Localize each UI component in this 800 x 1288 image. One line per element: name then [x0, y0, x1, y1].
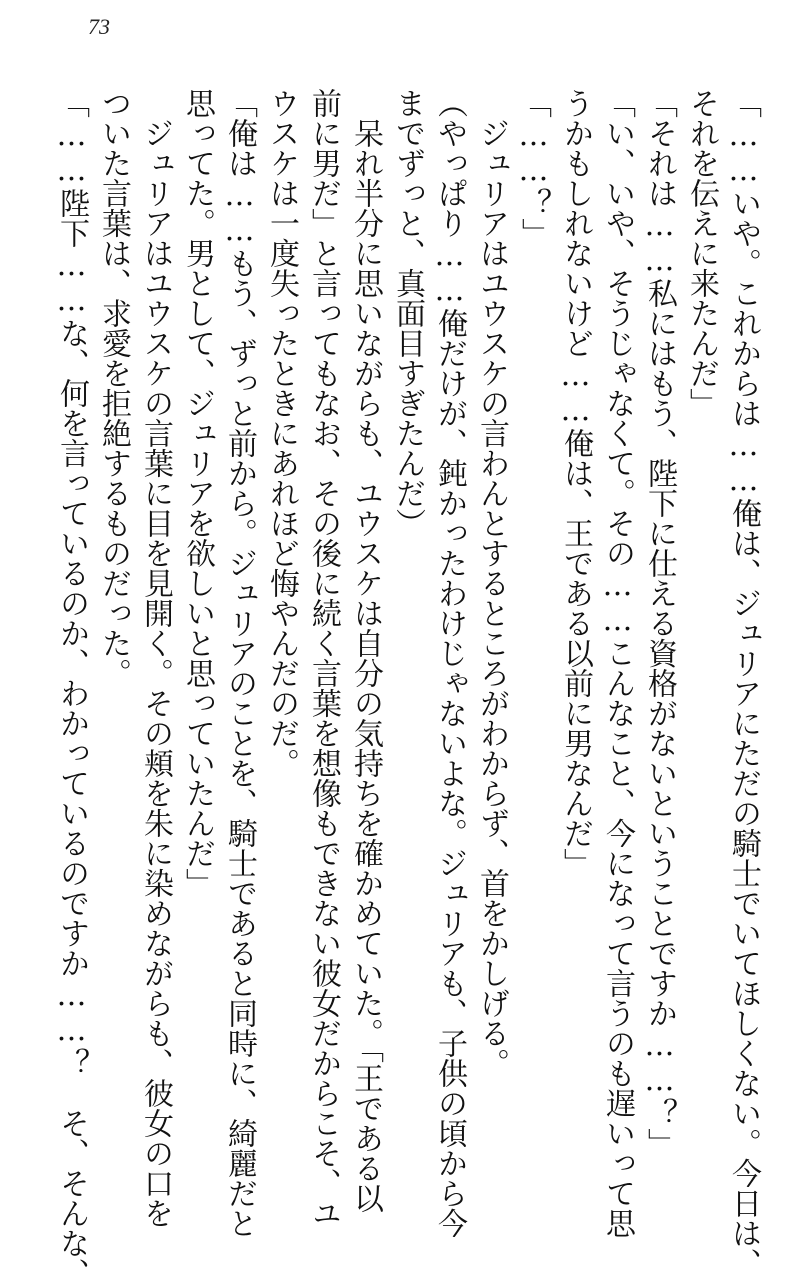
body-text: [50, 88, 764, 1288]
text-line: （やっぱり……俺だけが、鈍かったわけじゃないよな。ジュリアも、子供の頃から今: [432, 88, 467, 1238]
text-line: 「い、いや、そうじゃなくて。その……こんなこと、今になって言うのも遅いって思: [600, 88, 635, 1238]
text-line: 「……陛下……な、何を言っているのか、わかっているのですか……？ そ、そんな、: [54, 88, 89, 1288]
text-line: までずっと、真面目すぎたんだ）: [390, 88, 425, 538]
text-line: 「……いや。これからは……俺は、ジュリアにただの騎士でいてほしくない。今日は、: [726, 88, 761, 1278]
text-line: うかもしれないけど……俺は、王である以前に男なんだ」: [558, 88, 593, 878]
text-line: 「……？」: [516, 88, 551, 248]
text-line: それを伝えに来たんだ」: [684, 88, 719, 418]
text-line: ジュリアはユウスケの言葉に目を見開く。その頬を朱に染めながらも、彼女の口を: [138, 88, 173, 1228]
text-line: 思ってた。男として、ジュリアを欲しいと思っていたんだ」: [180, 88, 215, 898]
text-line: ジュリアはユウスケの言わんとするところがわからず、首をかしげる。: [474, 88, 509, 1078]
text-line: ついた言葉は、求愛を拒絶するものだった。: [96, 88, 131, 688]
text-line: ウスケは一度失ったときにあれほど悔やんだのだ。: [264, 88, 299, 778]
page-number: 73: [88, 14, 110, 39]
text-line: 「それは……私にはもう、陛下に仕える資格がないということですか……？」: [642, 88, 677, 1158]
text-line: 呆れ半分に思いながらも、ユウスケは自分の気持ちを確かめていた。「王である以: [348, 88, 383, 1213]
text-line: 前に男だ」と言ってもなお、その後に続く言葉を想像もできない彼女だからこそ、ユ: [306, 88, 341, 1228]
text-line: 「俺は……もう、ずっと前から。ジュリアのことを、騎士であると同時に、綺麗だと: [222, 88, 257, 1238]
